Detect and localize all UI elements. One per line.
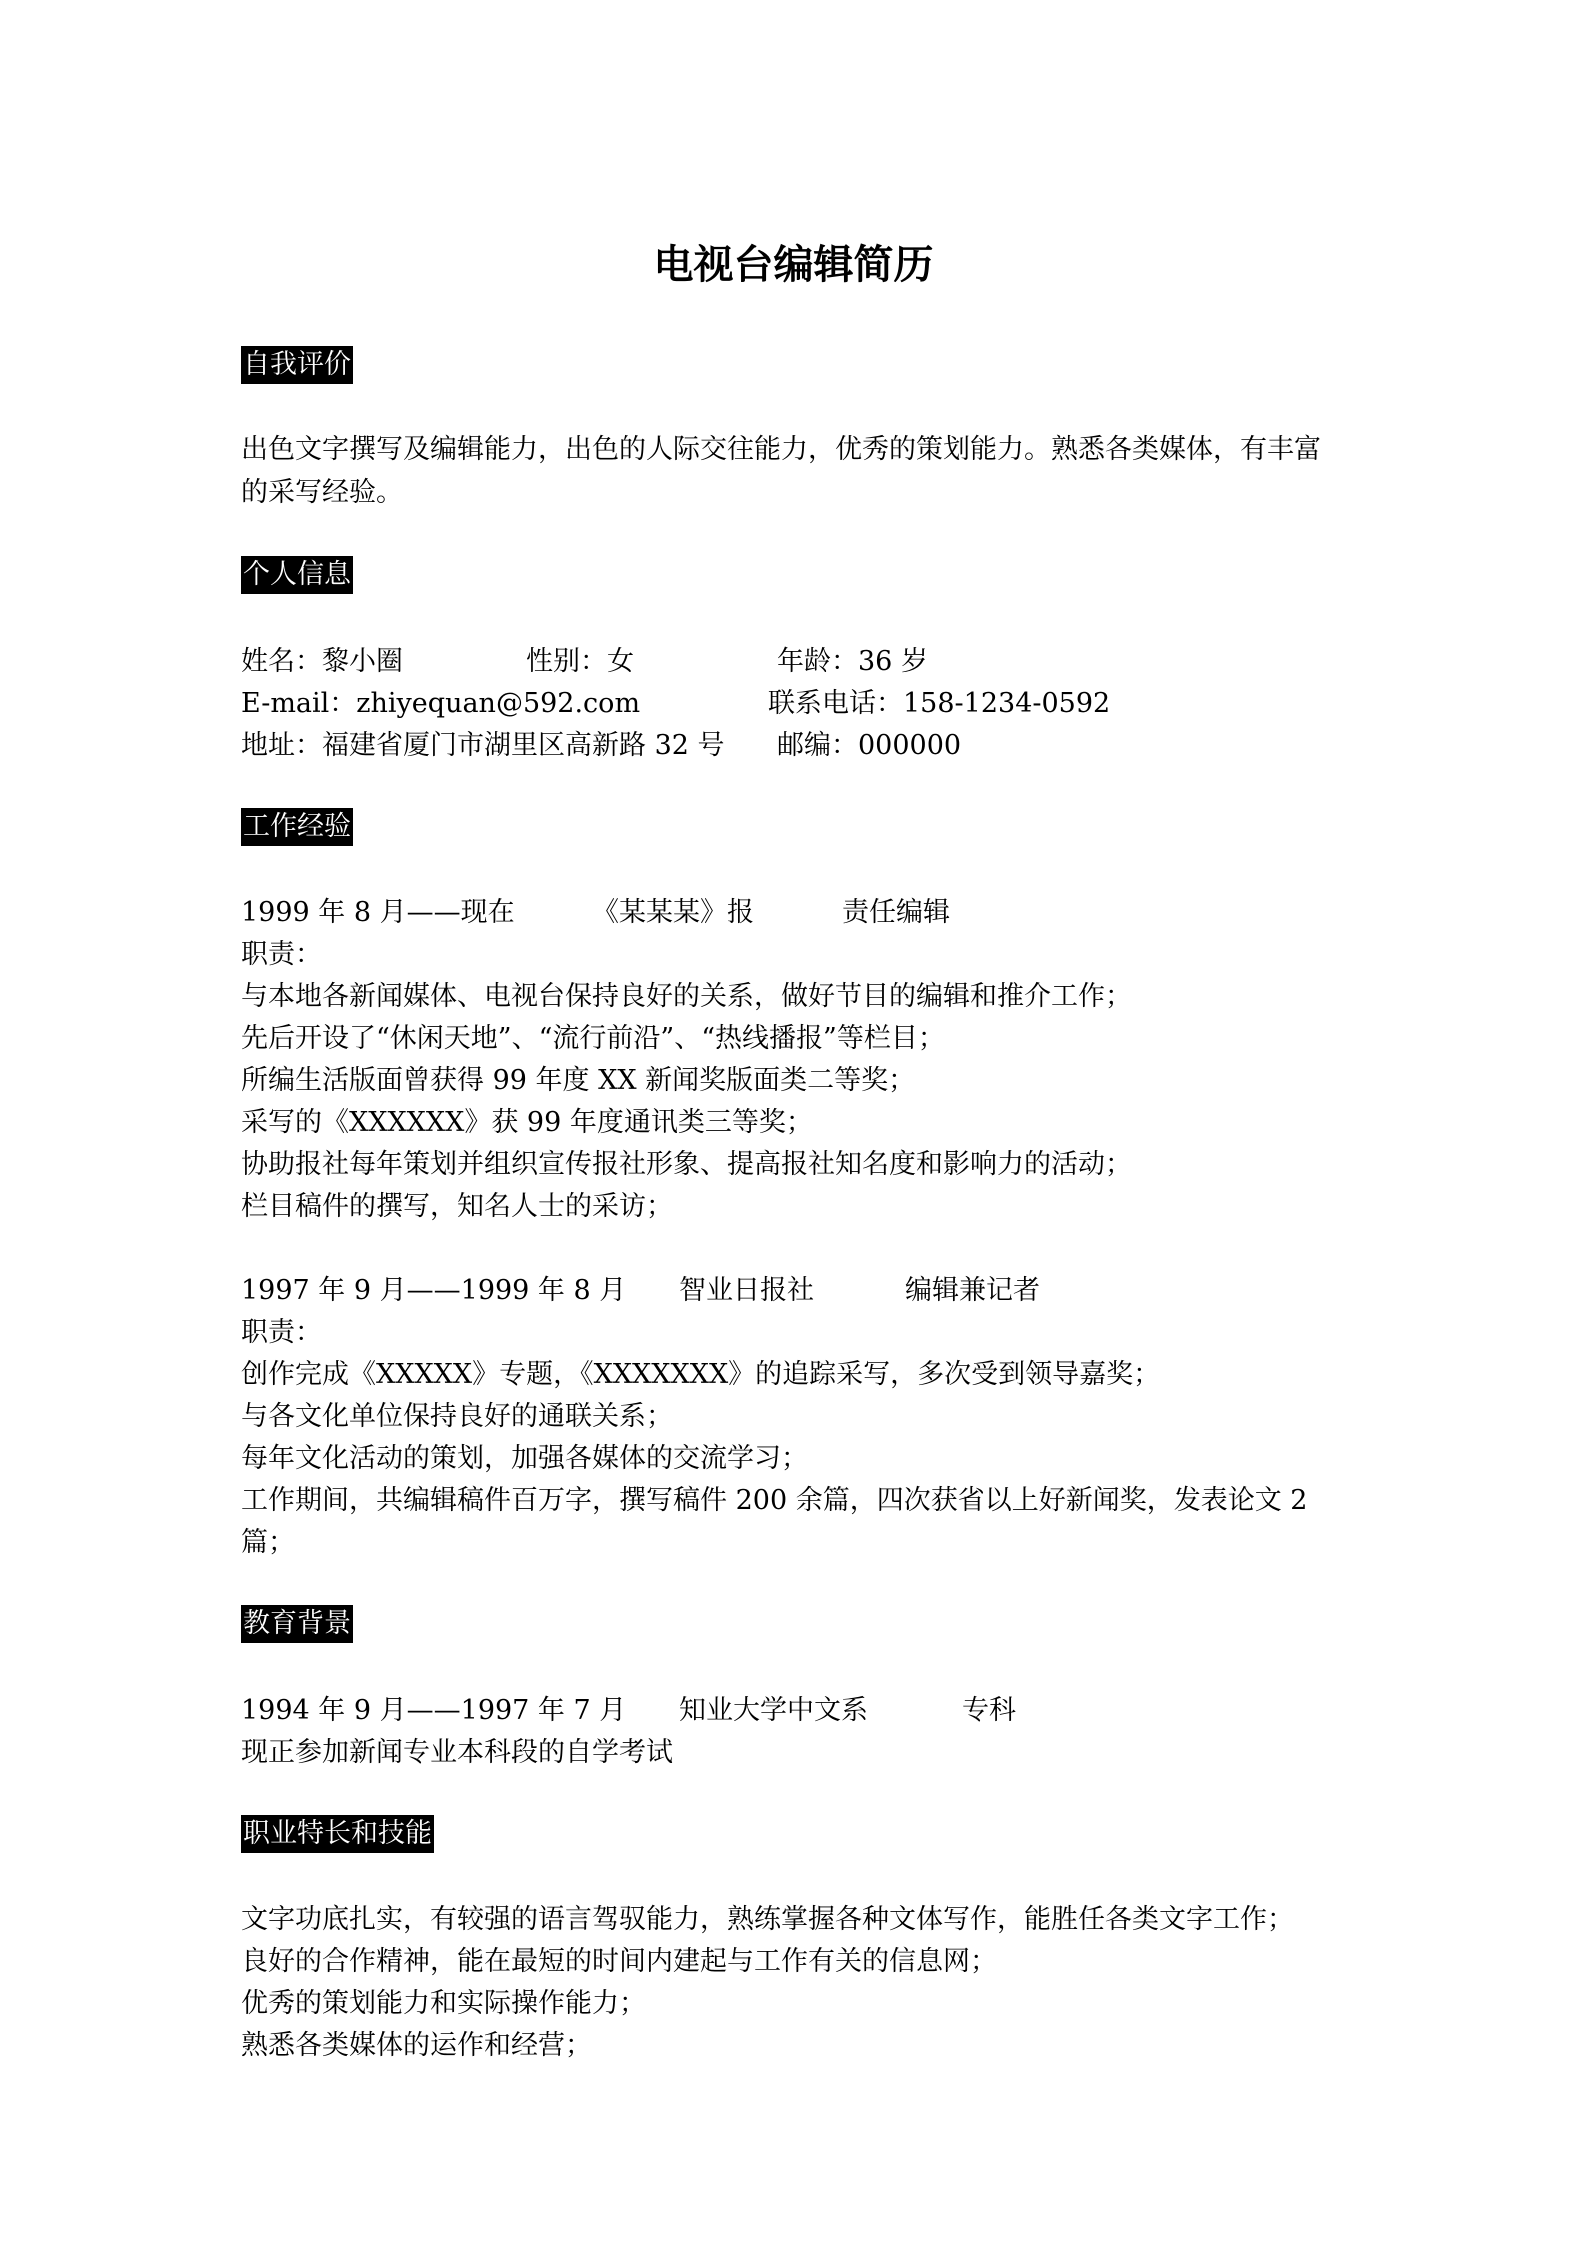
personal-name: 姓名：黎小圈 [241, 646, 403, 677]
job-position: 责任编辑 [842, 897, 950, 928]
section-heading-work-experience: 工作经验 [241, 808, 353, 846]
job-duty-line: 协助报社每年策划并组织宣传报社形象、提高报社知名度和影响力的活动； [241, 1149, 1132, 1180]
job-duty-line: 与各文化单位保持良好的通联关系； [241, 1401, 673, 1432]
page-title: 电视台编辑简历 [653, 241, 934, 288]
personal-phone: 联系电话：158-1234-0592 [768, 688, 1111, 719]
personal-email: E-mail：zhiyequan@592.com [241, 688, 641, 719]
education-school: 知业大学中文系 [679, 1695, 868, 1726]
education-period: 1994 年 9 月——1997 年 7 月 [241, 1695, 627, 1726]
education-note: 现正参加新闻专业本科段的自学考试 [241, 1737, 673, 1768]
job-duty-line: 采写的《XXXXXX》获 99 年度通讯类三等奖； [241, 1107, 813, 1138]
job-duty-line: 与本地各新闻媒体、电视台保持良好的关系，做好节目的编辑和推介工作； [241, 981, 1132, 1012]
job-duty-line: 篇； [241, 1527, 295, 1558]
job-duty-line: 每年文化活动的策划，加强各媒体的交流学习； [241, 1443, 808, 1474]
job-organization: 《某某某》报 [592, 897, 754, 928]
skill-line: 良好的合作精神，能在最短的时间内建起与工作有关的信息网； [241, 1946, 997, 1977]
job-duty-line: 工作期间，共编辑稿件百万字，撰写稿件 200 余篇，四次获省以上好新闻奖，发表论文 2 [241, 1485, 1308, 1516]
job-organization: 智业日报社 [679, 1275, 814, 1306]
section-heading-skills: 职业特长和技能 [241, 1815, 434, 1853]
job-period: 1997 年 9 月——1999 年 8 月 [241, 1275, 627, 1306]
skill-line: 文字功底扎实，有较强的语言驾驭能力，熟练掌握各种文体写作，能胜任各类文字工作； [241, 1904, 1294, 1935]
job-duty-line: 栏目稿件的撰写，知名人士的采访； [241, 1191, 673, 1222]
personal-age: 年龄：36 岁 [777, 646, 928, 677]
job-period: 1999 年 8 月——现在 [241, 897, 515, 928]
job-duty-line: 所编生活版面曾获得 99 年度 XX 新闻奖版面类二等奖； [241, 1065, 916, 1096]
self-evaluation-line: 的采写经验。 [241, 477, 403, 508]
section-heading-education: 教育背景 [241, 1605, 353, 1643]
job-duties-label: 职责： [241, 939, 322, 970]
skill-line: 熟悉各类媒体的运作和经营； [241, 2030, 592, 2061]
section-heading-self-evaluation: 自我评价 [241, 346, 353, 384]
personal-gender: 性别：女 [526, 646, 634, 677]
job-duties-label: 职责： [241, 1317, 322, 1348]
job-duty-line: 先后开设了“休闲天地”、“流行前沿”、“热线播报”等栏目； [241, 1023, 945, 1054]
personal-address: 地址：福建省厦门市湖里区高新路 32 号 [241, 730, 725, 761]
education-degree: 专科 [962, 1695, 1016, 1726]
self-evaluation-line: 出色文字撰写及编辑能力，出色的人际交往能力，优秀的策划能力。熟悉各类媒体，有丰富 [241, 434, 1321, 465]
job-position: 编辑兼记者 [905, 1275, 1040, 1306]
skill-line: 优秀的策划能力和实际操作能力； [241, 1988, 646, 2019]
personal-postcode: 邮编：000000 [777, 730, 962, 761]
job-duty-line: 创作完成《XXXXX》专题，《XXXXXXX》的追踪采写，多次受到领导嘉奖； [241, 1359, 1161, 1390]
section-heading-personal-info: 个人信息 [241, 556, 353, 594]
